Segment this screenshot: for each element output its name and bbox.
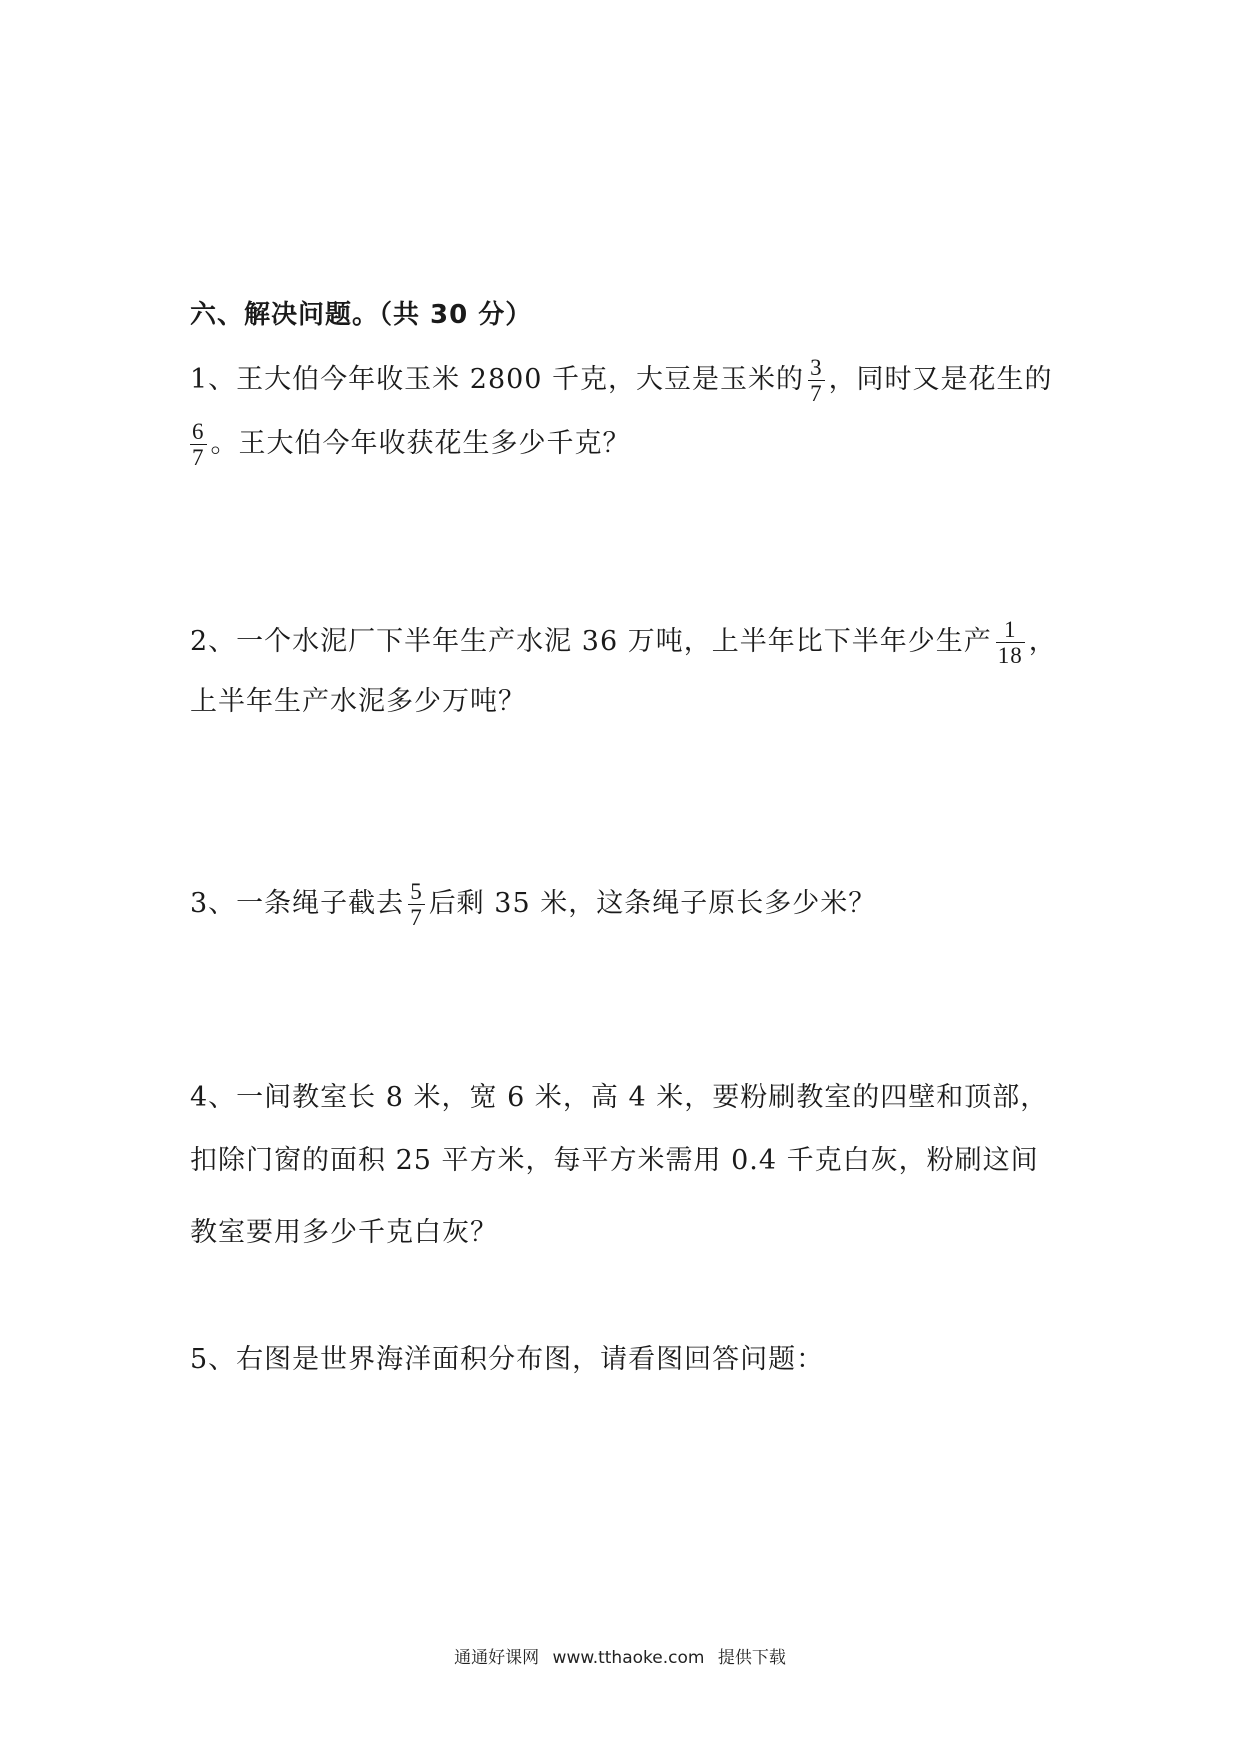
question-3-text-after: 后剩 35 米，这条绳子原长多少米？ <box>428 888 877 919</box>
question-4-line-3: 教室要用多少千克白灰？ <box>190 1217 498 1248</box>
question-2-text-2: 上半年生产水泥多少万吨？ <box>190 686 526 717</box>
section-heading: 六、解决问题。（共 30 分） <box>190 300 533 330</box>
footer-suffix: 提供下载 <box>717 1648 786 1668</box>
page-footer <box>0 1643 1240 1668</box>
question-4-line-1: 4、一间教室长 8 米，宽 6 米，高 4 米，要粉刷教室的四壁和顶部， <box>190 1082 1049 1113</box>
question-3-line <box>190 880 876 929</box>
question-2-fraction: $\frac{1}{18}$ <box>997 617 1023 668</box>
question-1-fraction-2: $\frac{6}{7}$ <box>192 419 205 470</box>
question-4-line-2: 扣除门窗的面积 25 平方米，每平方米需用 0.4 千克白灰，粉刷这间 <box>190 1145 1039 1176</box>
question-3-text-before: 3、一条绳子截去 <box>190 888 405 919</box>
question-2-text-tail: ， <box>1028 626 1057 657</box>
question-2-line-2 <box>190 682 526 722</box>
question-5-line: 5、右图是世界海洋面积分布图，请看图回答问题： <box>190 1344 825 1375</box>
question-1-text: 1、王大伯今年收玉米 2800 千克，大豆是玉米的 <box>190 364 805 395</box>
footer-url: www.tthaoke.com <box>552 1648 705 1668</box>
question-1-line-2 <box>190 420 631 469</box>
footer-site-name: 通通好课网 <box>454 1648 540 1668</box>
question-1-line-1 <box>190 356 1053 405</box>
question-2-line-1 <box>190 618 1057 667</box>
question-1-text-2: 。王大伯今年收获花生多少千克？ <box>210 428 631 459</box>
question-1-fraction-1: $\frac{3}{7}$ <box>810 355 823 406</box>
question-2-text: 2、一个水泥厂下半年生产水泥 36 万吨，上半年比下半年少生产 <box>190 626 992 657</box>
question-1-text-tail: ，同时又是花生的 <box>828 364 1053 395</box>
question-3-fraction: $\frac{5}{7}$ <box>410 879 423 930</box>
